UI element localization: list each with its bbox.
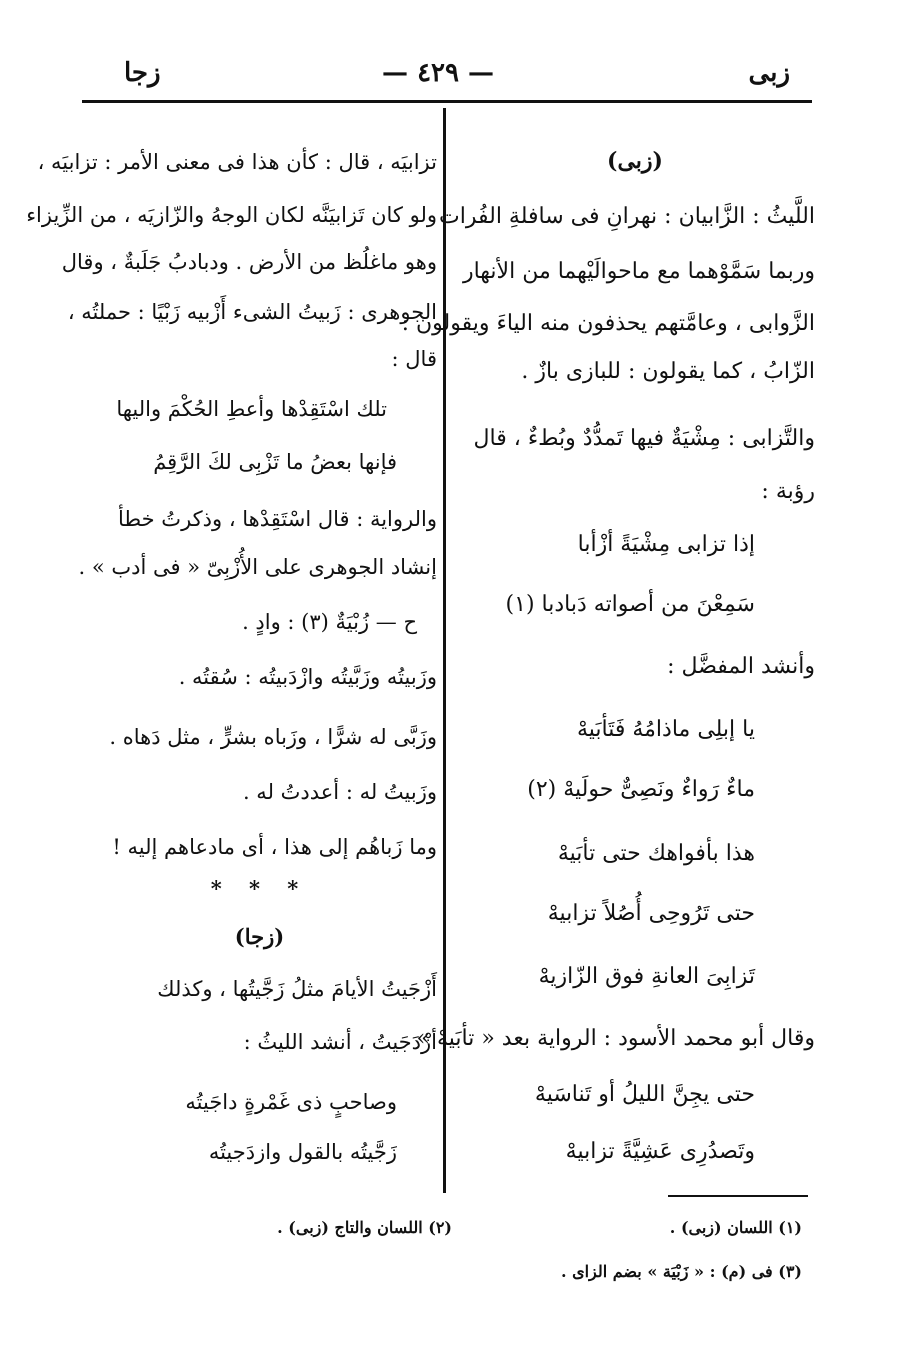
footnote-1: (١) اللسان (زبى) .: [669, 1218, 802, 1237]
text-line: الجوهرى : زَبيتُ الشىء أَزْبيه زَبْيًا : حملتُه ،: [67, 300, 437, 324]
text-line: الزّابُ ، كما يقولون : للبازى بازٌ .: [521, 359, 815, 384]
header-rule: [82, 100, 812, 103]
verse-line: هذا بأفواهك حتى تأبَيهْ: [557, 841, 755, 866]
text-line: وزَبيتُه وزَبَّيتُه وازْدَبيتُه : سُقتُه .: [178, 665, 437, 689]
text-line: الزَّوابى ، وعامَّتهم يحذفون منه الياءَ ويقولون :: [401, 311, 815, 336]
text-line: والرواية : قال اسْتَقِدْها ، وذكرتُ خطأ: [118, 507, 437, 531]
subentry-line: ح — زُبْيَةٌ (٣) : وادٍ .: [242, 610, 417, 634]
verse-line: تلك اسْتَقِدْها وأعطِ الحُكْمَ واليها: [116, 397, 387, 421]
text-line: وربما سَمَّوْهما مع ماحوالَيْهما من الأنهار: [462, 259, 815, 284]
text-line: وزَبَّى له شرًّا ، وزَباه بشرٍّ ، مثل دَهاه .: [109, 725, 437, 749]
verse-line: حتى تَرُوحِى أُصُلاً تزابيهْ: [547, 901, 755, 926]
text-line: أَزْجَيتُ الأيامَ مثلُ زَجَّيتُها ، وكذلك: [157, 977, 437, 1001]
text-line: قال :: [391, 347, 437, 371]
text-line: وأنشد المفضَّل :: [667, 654, 815, 679]
verse-line: سَمِعْنَ من أصواته دَبادبا (١): [505, 592, 755, 617]
footnote-2: (٢) اللسان والتاج (زبى) .: [277, 1218, 452, 1237]
verse-line: فإنها بعضُ ما تَزْبِى لكَ الرَّقِمُ: [153, 450, 397, 474]
text-line: وما زَباهُم إلى هذا ، أى مادعاهم إليه !: [112, 835, 437, 859]
verse-line: إذا تزابى مِشْيَةً أزْأبا: [577, 532, 755, 557]
footnote-3: (٣) فى (م) : « زَبْيَة » بضم الزاى .: [560, 1262, 802, 1281]
verse-line: حتى يجِنَّ الليلُ أو تَناسَيهْ: [534, 1082, 755, 1107]
running-header: [82, 58, 812, 98]
text-line: أزْدَجَيتُ ، أنشد الليثُ :: [243, 1030, 437, 1054]
verse-line: ماءٌ رَواءٌ ونَصِىٌّ حولَيهْ (٢): [527, 777, 755, 802]
verse-line: وتَصدُرِى عَشِيَّةً تزابيهْ: [565, 1139, 755, 1164]
section-separator: * * *: [210, 876, 309, 901]
verse-line: وصاحبٍ ذى غَمْرةٍ داجَيتُه: [185, 1090, 397, 1114]
text-line: وقال أبو محمد الأسود : الرواية بعد « تأبَيهْ »: [416, 1026, 815, 1051]
text-line: إنشاد الجوهرى على الأُزْبِىّ « فى أدب » .: [78, 555, 437, 579]
text-line: ولو كان تَزابيَنَّه لكان الوجهُ والزّازيَه ، من الزِّيزاء: [26, 203, 437, 227]
text-line: تزابيَه ، قال : كأن هذا فى معنى الأمر : تزابيَه ،: [37, 150, 437, 174]
header-root-right: زبى: [748, 58, 790, 88]
text-line: وهو ماغلُظ من الأرض . ودبادبُ جَلَبةٌ ، وقال: [61, 250, 437, 274]
header-root-left: زجا: [124, 58, 161, 88]
footnote-rule: [668, 1195, 808, 1197]
verse-line: تَزابِىَ العانةِ فوق الزّازيهْ: [538, 964, 755, 989]
page-number: — ٤٢٩ —: [382, 58, 495, 88]
text-line: اللَّيثُ : الزَّابيان : نهرانِ فى سافلةِ الفُرات: [439, 204, 815, 229]
verse-line: زَجَّيتُه بالقول وازدَجيتُه: [208, 1140, 397, 1164]
entry-heading: (زبى): [607, 148, 663, 174]
entry-heading: (زجا): [234, 924, 285, 949]
text-line: رؤبة :: [761, 479, 815, 504]
text-line: وزَبيتُ له : أعددتُ له .: [242, 780, 437, 804]
verse-line: يا إبلِى ماذامُهُ فَتَأبَيهْ: [576, 717, 755, 742]
text-line: والتَّزابى : مِشْيَةٌ فيها تَمدُّدٌ وبُطءٌ ، قال: [473, 426, 815, 451]
